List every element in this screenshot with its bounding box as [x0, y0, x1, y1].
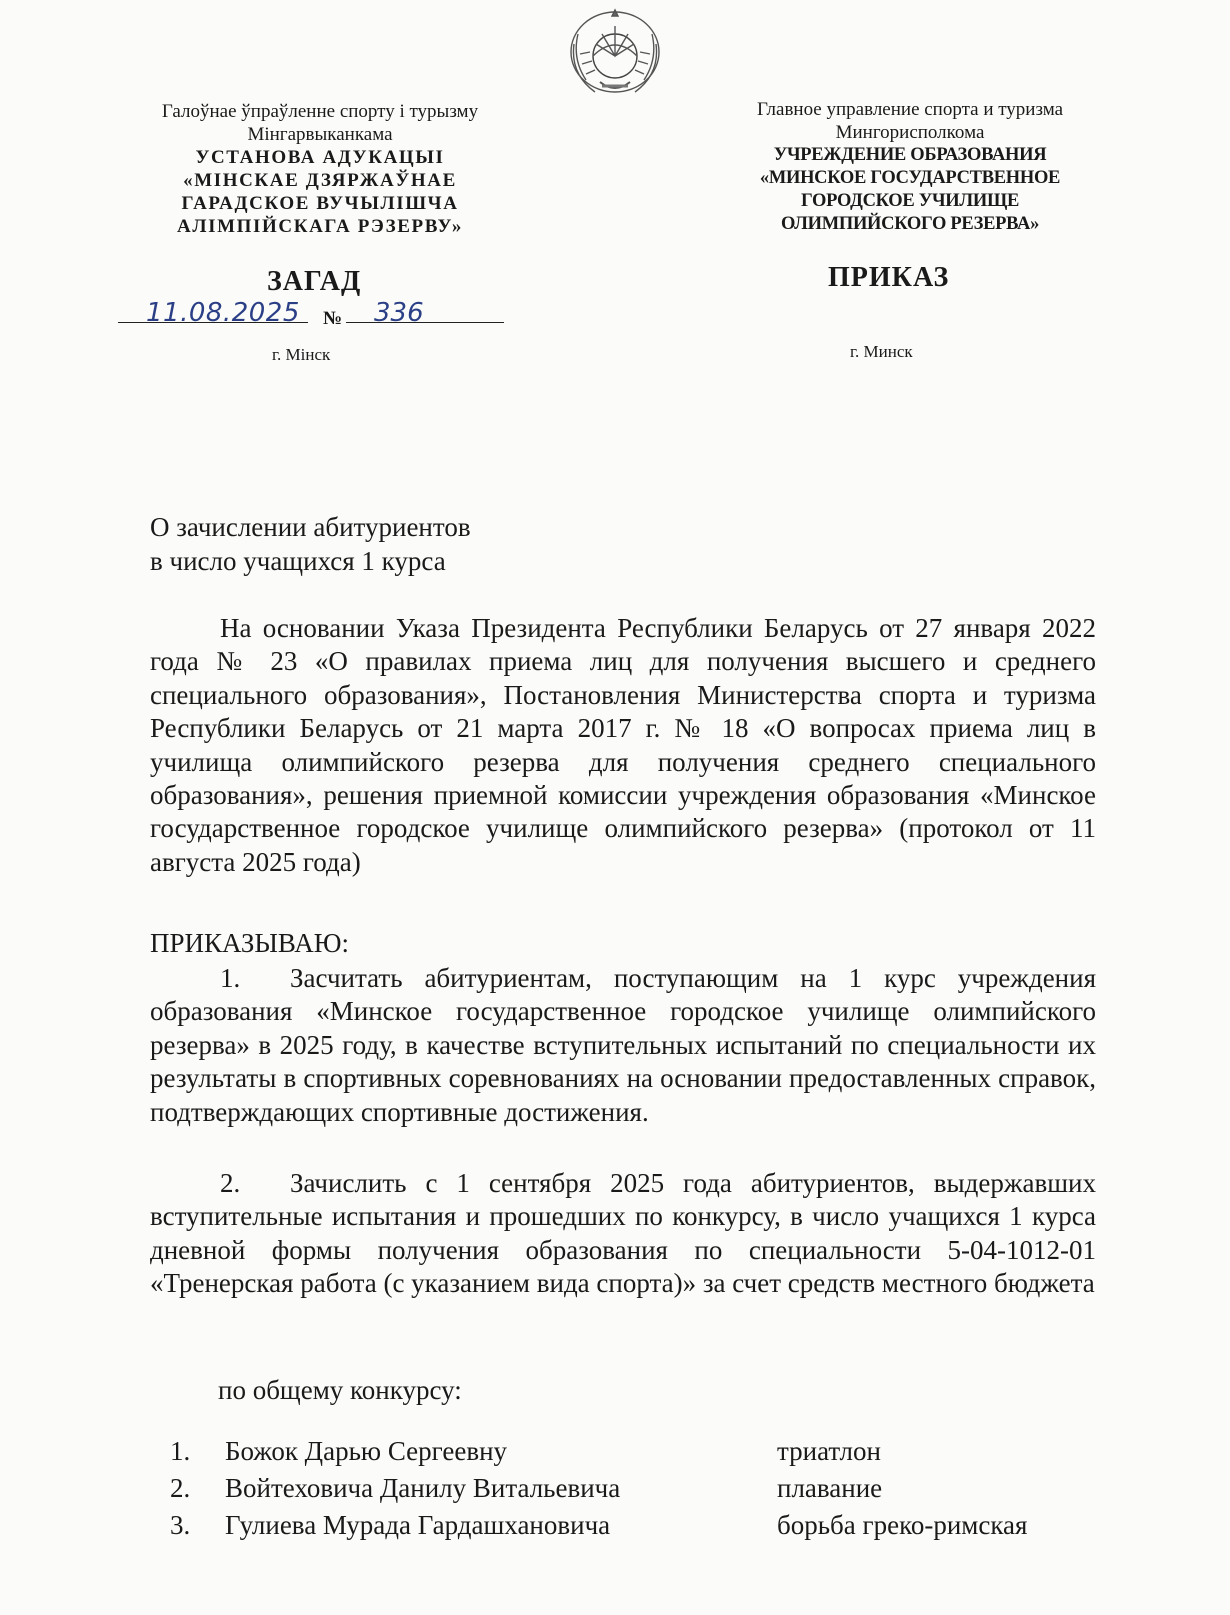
institution-line: «МИНСКОЕ ГОСУДАРСТВЕННОЕ [759, 168, 1061, 188]
institution-line: ОЛИМПИЙСКОГО РЕЗЕРВА» [780, 214, 1040, 234]
list-number: 3. [170, 1510, 191, 1540]
list-item [170, 1436, 1090, 1473]
order-item-1 [150, 962, 1096, 1129]
org-line: Галоўнае ўпраўленне спорту і турызму [161, 101, 479, 122]
doc-type-right: ПРИКАЗ [828, 262, 950, 293]
list-number: 2. [170, 1473, 191, 1503]
list-number: 1. [170, 1436, 191, 1466]
header-right [700, 98, 1120, 236]
student-list [170, 1436, 1090, 1547]
number-underline [346, 322, 504, 323]
institution-line: «МІНСКАЕ ДЗЯРЖАЎНАЕ [183, 170, 457, 191]
city-right: г. Минск [850, 342, 913, 361]
item-number: 1. [220, 963, 241, 993]
order-word: ПРИКАЗЫВАЮ: [150, 928, 349, 958]
header-left [110, 100, 530, 238]
doc-type-left: ЗАГАД [267, 266, 362, 297]
org-line: Мингорисполкома [835, 122, 985, 143]
list-item [170, 1473, 1090, 1510]
order-subject [150, 510, 471, 578]
subject-line: О зачислении абитуриентов [150, 512, 471, 542]
date-number-line [118, 298, 518, 332]
number-sign: № [323, 308, 343, 329]
student-name: Божок Дарью Сергеевну [225, 1436, 508, 1466]
subject-line: в число учащихся 1 курса [150, 546, 446, 576]
preamble-paragraph: На основании Указа Президента Республики Беларусь от 27 января 2022 года № 23 «О правилах приема лиц для получения высшего и среднего специального образования», Постановления Министерства спорта и туризма Республики Беларусь от 21 марта 2017 г. № 18 «О вопросах приема лиц в училища олимпийского резерва для получения среднего специального образования», решения приемной комиссии учреждения образования «Минское государственное городское училище олимпийского резерва» (протокол от 11 августа 2025 года) [150, 613, 1096, 877]
list-item [170, 1510, 1090, 1547]
item-text: Зачислить с 1 сентября 2025 года абитуриентов, выдержавших вступительные испытания и прошедших по конкурсу, в число учащихся 1 курса дневной формы получения образования по специальности 5-04-1012-01 «Тренерская работа (с указанием вида спорта)» за счет средств местного бюджета [150, 1168, 1096, 1299]
student-name: Войтеховича Данилу Витальевича [225, 1473, 621, 1503]
org-line: Главное управление спорта и туризма [756, 99, 1064, 120]
item-number: 2. [220, 1168, 241, 1198]
institution-line: АЛІМПІЙСКАГА РЭЗЕРВУ» [177, 216, 463, 237]
org-line: Мінгарвыканкама [247, 124, 393, 145]
institution-line: ГОРОДСКОЕ УЧИЛИЩЕ [800, 191, 1020, 211]
order-date: 11.08.2025 [146, 298, 300, 328]
city-left: г. Мінск [272, 345, 331, 364]
state-emblem-icon [560, 4, 670, 99]
item-text: Засчитать абитуриентам, поступающим на 1 курс учреждения образования «Минское государственное городское училище олимпийского резерва» в 2025 году, в качестве вступительных испытаний по специальности их результаты в спортивных соревнованиях на основании предоставленных справок, подтверждающих спортивные достижения. [150, 963, 1096, 1127]
order-number: 336 [374, 298, 424, 328]
competition-heading: по общему конкурсу: [218, 1375, 462, 1405]
institution-line: УЧРЕЖДЕНИЕ ОБРАЗОВАНИЯ [773, 145, 1047, 165]
student-sport: триатлон [777, 1436, 881, 1466]
institution-line: УСТАНОВА АДУКАЦЫІ [195, 147, 445, 168]
student-sport: плавание [777, 1473, 883, 1503]
institution-line: ГАРАДСКОЕ ВУЧЫЛІШЧА [181, 193, 459, 214]
student-name: Гулиева Мурада Гардашхановича [225, 1510, 611, 1540]
student-sport: борьба греко-римская [777, 1510, 1028, 1540]
order-item-2 [150, 1167, 1096, 1301]
